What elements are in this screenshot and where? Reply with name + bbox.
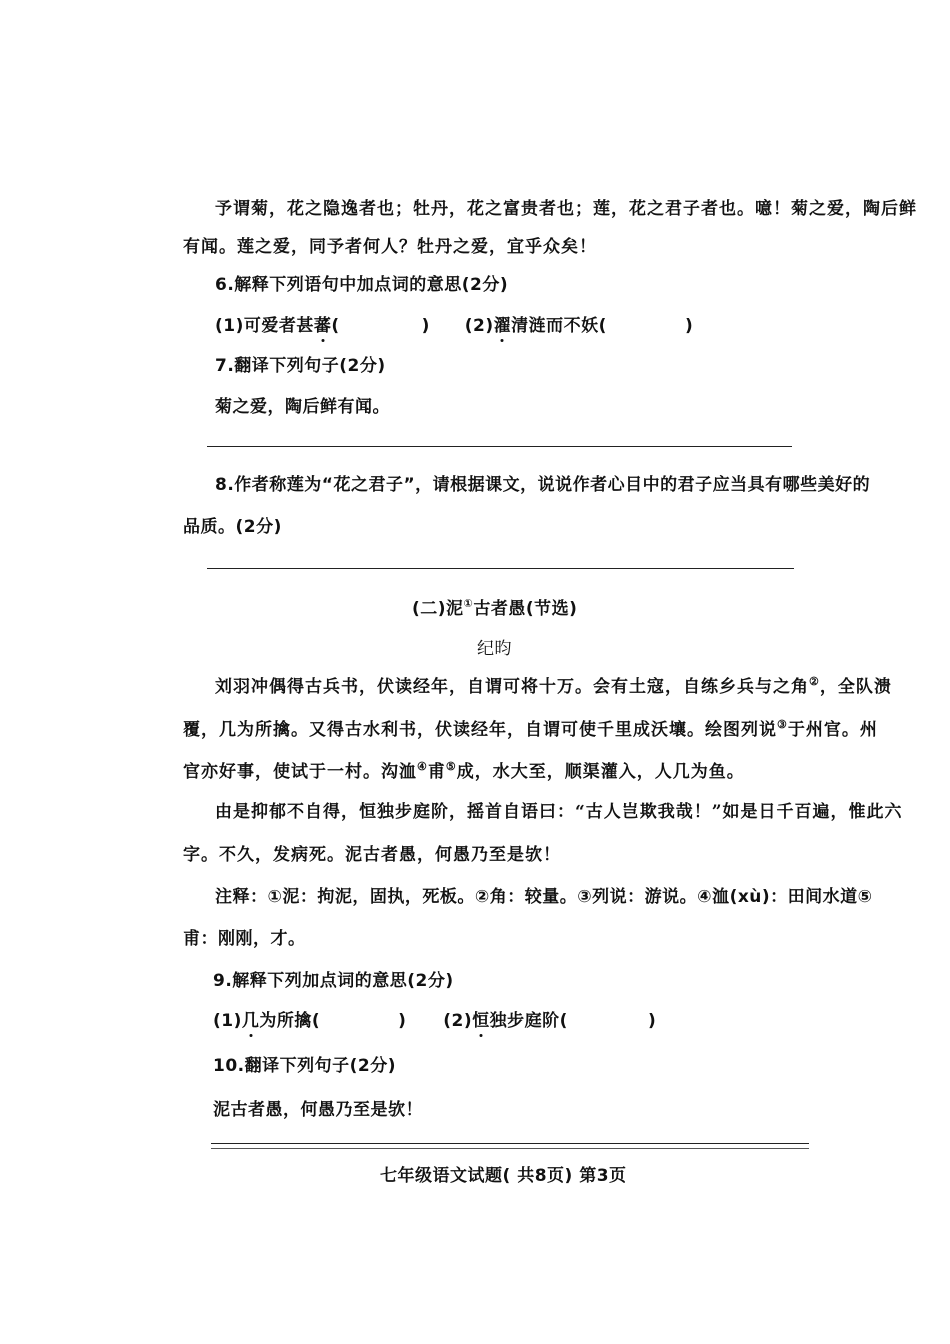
notes-line: 注释：①泥：拘泥，固执，死板。②角：较量。③列说：游说。④洫(xù)：田间水道⑤ bbox=[215, 887, 873, 907]
q9-item2-rest: 独步庭阶( bbox=[489, 1011, 568, 1031]
question-6-items bbox=[215, 311, 693, 336]
question-9-title: 9.解释下列加点词的意思(2分) bbox=[213, 971, 454, 991]
q9-item1-rest: 为所擒( bbox=[259, 1011, 321, 1031]
question-9-items bbox=[213, 1006, 656, 1031]
question-10-title: 10.翻译下列句子(2分) bbox=[213, 1056, 396, 1076]
footer-rule bbox=[211, 1143, 809, 1144]
section-title: (二)泥①古者愚(节选) bbox=[412, 597, 578, 619]
answer-line bbox=[207, 568, 794, 569]
page-footer: 七年级语文试题( 共8页) 第3页 bbox=[380, 1166, 627, 1186]
q6-item2-prefix: (2) bbox=[464, 316, 494, 336]
question-8-line: 8.作者称莲为“花之君子”，请根据课文，说说作者心目中的君子应当具有哪些美好的 bbox=[215, 475, 871, 495]
q9-item1-prefix: (1) bbox=[213, 1011, 242, 1031]
q6-item1-close: ) bbox=[421, 316, 430, 336]
question-7-sentence: 菊之爱，陶后鲜有闻。 bbox=[215, 397, 390, 417]
q9-item2-dotted-word: 恒 bbox=[472, 1006, 490, 1031]
q6-item1-dotted-word: 蕃 bbox=[314, 311, 332, 336]
passage2-line: 字。不久，发病死。泥古者愚，何愚乃至是欤！ bbox=[183, 845, 561, 865]
q6-item2-dotted-word: 濯 bbox=[494, 311, 512, 336]
footer-rule bbox=[211, 1148, 809, 1149]
section-author: 纪昀 bbox=[477, 639, 512, 659]
q6-item2-close: ) bbox=[684, 316, 694, 336]
notes-line: 甫：刚刚，才。 bbox=[183, 929, 306, 949]
q6-item1-prefix: (1)可爱者甚 bbox=[215, 316, 314, 336]
q6-item1-open: ( bbox=[331, 316, 340, 336]
answer-line bbox=[207, 446, 792, 447]
question-7-title: 7.翻译下列句子(2分) bbox=[215, 356, 386, 376]
question-6-title: 6.解释下列语句中加点词的意思(2分) bbox=[215, 275, 509, 295]
passage1-line: 有闻。莲之爱，同予者何人？牡丹之爱，宜乎众矣！ bbox=[183, 237, 597, 257]
q9-item1-dotted-word: 几 bbox=[242, 1006, 260, 1031]
question-10-sentence: 泥古者愚，何愚乃至是欤！ bbox=[213, 1100, 423, 1120]
q9-item2-close: ) bbox=[647, 1011, 657, 1031]
q9-item1-close: ) bbox=[398, 1011, 407, 1031]
q6-item2-rest: 清涟而不妖( bbox=[511, 316, 607, 336]
passage1-line: 予谓菊，花之隐逸者也；牡丹，花之富贵者也；莲，花之君子者也。噫！菊之爱，陶后鲜 bbox=[215, 199, 917, 219]
passage2-line: 覆，几为所擒。又得古水利书，伏读经年，自谓可使千里成沃壤。绘图列说③于州官。州 bbox=[183, 718, 878, 740]
question-8-line: 品质。(2分) bbox=[183, 517, 282, 537]
passage2-line: 由是抑郁不自得，恒独步庭阶，摇首自语曰：“古人岂欺我哉！”如是日千百遍，惟此六 bbox=[215, 802, 903, 822]
passage2-line: 官亦好事，使试于一村。沟洫④甫⑤成，水大至，顺渠灌入，人几为鱼。 bbox=[183, 760, 745, 782]
q9-item2-prefix: (2) bbox=[443, 1011, 473, 1031]
passage2-line: 刘羽冲偶得古兵书，伏读经年，自谓可将十万。会有土寇，自练乡兵与之角②，全队溃 bbox=[215, 675, 892, 697]
